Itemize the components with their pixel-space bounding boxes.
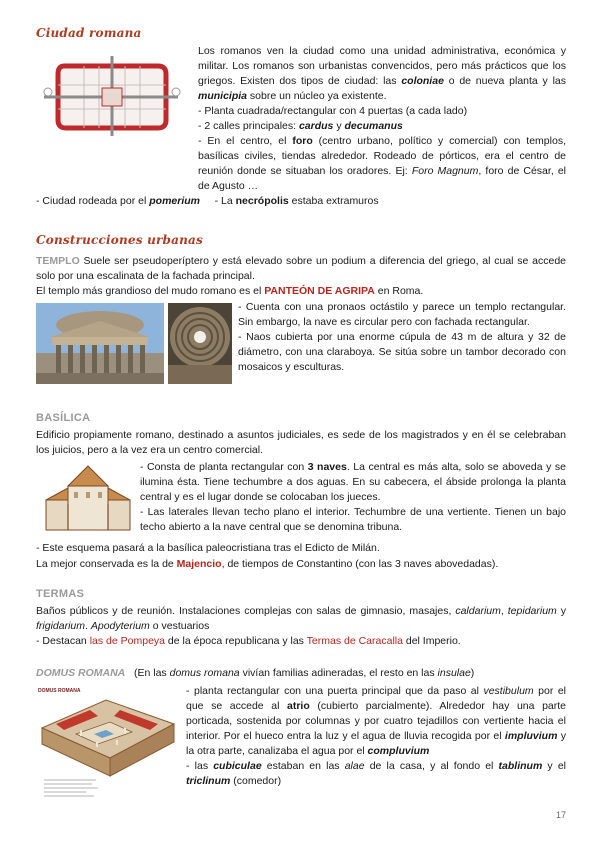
term-domus-romana: domus romana (169, 667, 240, 679)
termas-p1-end: o vestuarios (149, 620, 210, 632)
basilica-b1-end: . La central es más alta, solo se aboveda y se ilumina ésta. Tiene techumbre a dos aguas. En su cabecera, el ábside prolonga la planta central y es el lugar donde se colocaban los jueces. (140, 461, 566, 503)
term-caldarium: caldarium (455, 605, 501, 617)
templo-bullets (238, 300, 566, 375)
term-vestibulum: vestibulum (483, 685, 534, 697)
templo-text: Suele ser pseudoperíptero y está elevado sobre un podium a diferencia del griego, al cual se accede solo por una escalinata de la fachada principal. (36, 255, 566, 282)
basilica-title: BASÍLICA (36, 412, 91, 424)
ciudad-p1-end: sobre un núcleo ya existente. (247, 90, 387, 102)
domus-image-label: DOMUS ROMANA (38, 688, 81, 694)
domus-intro-pre: (En las (125, 667, 170, 679)
domus-b1-pre: - planta rectangular con una puerta principal que da paso al (186, 685, 484, 697)
term-coloniae: coloniae (401, 75, 444, 87)
term-pomerium: pomerium (149, 195, 201, 207)
pantheon-exterior-image (36, 303, 164, 384)
domus-heading-line (36, 666, 566, 681)
term-compluvium: compluvium (367, 745, 430, 757)
termas-paragraph (36, 604, 566, 634)
term-frigidarium: frigidarium (36, 620, 86, 632)
ciudad-bullet-1: - Planta cuadrada/rectangular con 4 puertas (a cada lado) (198, 105, 468, 117)
basilica-paragraph: Edificio propiamente romano, destinado a asuntos judiciales, es sede de los magistrados y en él se celebraban los juicios, pero a la vez era un centro comercial. (36, 429, 566, 456)
term-3-naves: 3 naves (307, 461, 347, 473)
domus-b2-pre: - las (186, 760, 214, 772)
ciudad-bullet-3 (36, 134, 566, 194)
termas-p1-pre: Baños públicos y de reunión. Instalaciones complejas con salas de gimnasio, masajes, (36, 605, 456, 617)
domus-b2-mid: estaban en las (261, 760, 345, 772)
templo-bullet-2: - Naos cubierta por una enorme cúpula de 43 m de altura y 32 de diámetro, con una claraboya. Se sitúa sobre un tambor decorado con mosaicos y esculturas. (238, 331, 566, 373)
termas-title: TERMAS (36, 588, 85, 600)
domus-bullet-1 (186, 684, 566, 759)
basilica-bullet-3: - Este esquema pasará a la basílica paleocristiana tras el Edicto de Milán. (36, 542, 380, 554)
templo-panteon-line (36, 284, 566, 299)
term-triclinum: triclinum (186, 775, 231, 787)
ciudad-bullet-2 (198, 119, 566, 134)
ciudad-p1-text: Los romanos ven la ciudad como una unidad administrativa, económica y militar. Los romanos son urbanistas convencidos, pero más prácticos que los griegos. Existen dos tipos de ciudad: las (198, 45, 566, 87)
domus-illustration-image (36, 684, 180, 802)
templo-line2-pre: El templo más grandioso del mudo romano es el (36, 285, 265, 297)
domus-b2-y: y el (542, 760, 566, 772)
construcciones-title: Construcciones urbanas (36, 233, 203, 247)
term-cubiculae: cubiculae (213, 760, 262, 772)
ciudad-b4-end: estaba extramuros (288, 195, 379, 207)
ciudad-romana-title: Ciudad romana (36, 26, 142, 40)
caracalla-highlight: Termas de Caracalla (306, 635, 403, 647)
templo-line2-end: en Roma. (374, 285, 424, 297)
roman-city-plan-image (36, 50, 186, 138)
ciudad-b4-pre: - Ciudad rodeada por el (36, 195, 150, 207)
page-number: 17 (555, 810, 566, 820)
termas-b1-end: del Imperio. (402, 635, 461, 647)
ciudad-paragraph (198, 44, 566, 104)
basilica-bullets (140, 460, 566, 535)
ciudad-bullet-3-wrap (36, 134, 566, 194)
ciudad-b4-mid: - La (200, 195, 236, 207)
ciudad-b2-y: y (333, 120, 345, 132)
domus-b2-end: (comedor) (230, 775, 282, 787)
domus-b1-mid: por el que se accede al (186, 685, 566, 712)
basilica-bullet-1 (140, 460, 566, 505)
termas-p1-dot: . (85, 620, 91, 632)
term-impluvium: impluvium (504, 730, 558, 742)
term-atrio: atrio (287, 700, 310, 712)
templo-label: TEMPLO (36, 255, 80, 267)
ciudad-intro (198, 44, 566, 134)
termas-b1-pre: - Destacan (36, 635, 90, 647)
ciudad-bullet-4 (36, 194, 566, 209)
basilica-b4-pre: La mejor conservada es la de (36, 558, 177, 570)
basilica-b4-end: , de tiempos de Constantino (con las 3 naves abovedadas). (221, 558, 499, 570)
domus-bullet-2 (186, 759, 566, 789)
termas-p1-y: y (556, 605, 567, 617)
ciudad-b3-mid: (centro urbano, político y comercial) con templos, basílicas civiles, tiendas alrededor. Rodeado de pórticos, era el centro de reunión donde se situaban los oradores. Ej: (198, 135, 566, 177)
term-foro: foro (292, 135, 313, 147)
ciudad-b2-pre: - 2 calles principales: (198, 120, 299, 132)
domus-intro-mid: vivían familias adineradas, el resto en las (239, 667, 438, 679)
term-apodyterium: Apodyterium (90, 620, 150, 632)
domus-bullets (186, 684, 566, 789)
templo-paragraph (36, 254, 566, 284)
panteon-highlight: PANTEÓN DE AGRIPA (264, 285, 375, 297)
termas-bullet-1 (36, 634, 566, 649)
domus-intro-end: ) (470, 667, 475, 679)
ciudad-b3-pre: - En el centro, el (198, 135, 293, 147)
term-alae: alae (344, 760, 365, 772)
domus-b2-mid2: de la casa, y al fondo el (364, 760, 499, 772)
templo-bullet-1: - Cuenta con una pronaos octástilo y parece un templo rectangular. Sin embargo, la nave es circular pero con fachada rectangular. (238, 301, 566, 328)
term-tablinum: tablinum (498, 760, 543, 772)
majencio-highlight: Majencio (176, 558, 222, 570)
basilica-bullet-4 (36, 557, 566, 572)
termas-b1-mid: de la época republicana y las (165, 635, 307, 647)
basilica-b1-pre: - Consta de planta rectangular con (140, 461, 308, 473)
domus-b1-mid3: y la otra parte, canalizaba el agua por el (186, 730, 566, 757)
term-decumanus: decumanus (344, 120, 403, 132)
pantheon-dome-interior-image (168, 303, 232, 384)
term-foro-magnum: Foro Magnum (411, 165, 479, 177)
basilica-bullet-2: - Las laterales llevan techo plano el interior. Techumbre de una vertiente. Tienen un bajo techo abierto a la nave central que se denomina tribuna. (140, 506, 566, 533)
term-municipia: municipia (198, 90, 248, 102)
term-tepidarium: tepidarium (507, 605, 557, 617)
term-cardus: cardus (298, 120, 334, 132)
term-insulae: insulae (437, 667, 471, 679)
basilica-section-image (40, 462, 136, 534)
domus-title: DOMUS ROMANA (36, 667, 126, 679)
ciudad-p1-mid: o de nueva planta y las (443, 75, 566, 87)
ciudad-b3-end: , foro de César, el de Agusto … (198, 165, 567, 192)
termas-p1-comma: , (500, 605, 508, 617)
pompeya-highlight: las de Pompeya (89, 635, 165, 647)
term-necropolis: necrópolis (235, 195, 289, 207)
domus-b1-mid2: (cubierto parcialmente). Alrededor hay una parte porticada, sostenida por columnas y por cuatro tejadillos con vertiente hacia el interior. Por el hueco entra la luz y el agua de lluvia recogida por el (186, 700, 566, 742)
